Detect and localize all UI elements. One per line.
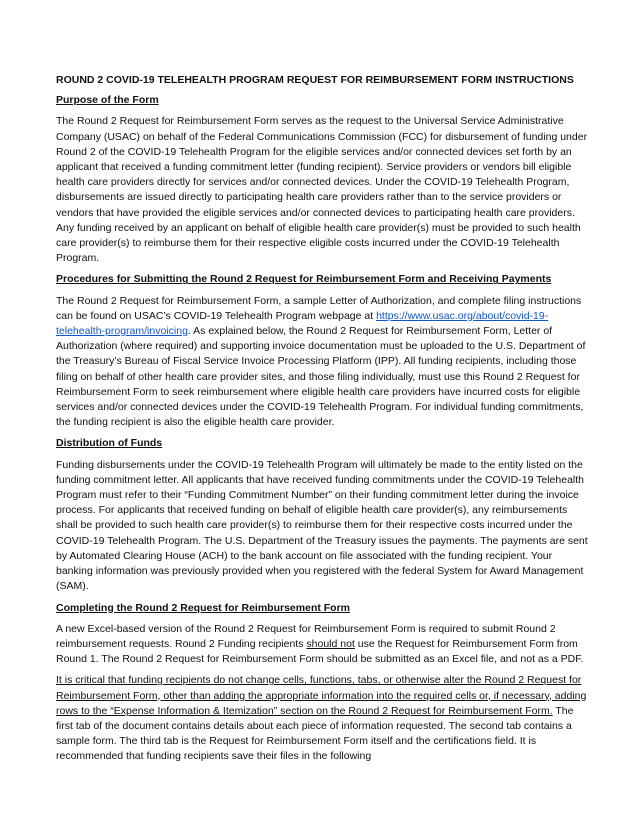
section-heading-procedures: Procedures for Submitting the Round 2 Request for Reimbursement Form and Receiving Payments	[56, 273, 552, 286]
paragraph-purpose: The Round 2 Request for Reimbursement Form serves as the request to the Universal Service Administrative Company (USAC) on behalf of the Federal Communications Commission (FCC) for disbursement of funding under Round 2 of the COVID-19 Telehealth Program for the eligible services and/or connected devices set forth by an applicant that received a funding commitment letter (funding recipient). Service providers or vendors bill eligible health care providers directly for services and/or connected devices. Under the COVID-19 Telehealth Program, disbursements are issued directly to participating health care providers rather than to the service providers or vendors that have provided the eligible services and/or connected devices to participating health care providers. Any funding received by an applicant on behalf of eligible health care provider(s) must be provided to such health care provider(s) to reimburse them for their respective eligible costs incurred under the COVID-19 Telehealth Program.	[56, 115, 588, 265]
should-not-emphasis: should not	[306, 637, 355, 650]
completing-text-before: A new Excel-based version of the Round 2 Request for Reimbursement Form is required to submit Round 2 reimbursement requests. Round 2 Funding recipients	[56, 622, 556, 650]
completing-text-after: use the Request for Reimbursement Form from Round 1. The Round 2 Request for Reimbursement Form should be submitted as an Excel file, and not as a PDF.	[56, 637, 584, 666]
paragraph-procedures	[56, 294, 588, 431]
section-heading-completing: Completing the Round 2 Request for Reimbursement Form	[56, 601, 351, 614]
document-title: ROUND 2 COVID-19 TELEHEALTH PROGRAM REQUEST FOR REIMBURSEMENT FORM INSTRUCTIONS	[56, 74, 574, 86]
paragraph-distribution: Funding disbursements under the COVID-19 Telehealth Program will ultimately be made to the entity listed on the funding commitment letter. All applicants that have received funding commitments under the COVID-19 Telehealth Program must refer to their “Funding Commitment Number” on their funding commitment letter during the invoice process. For applicants that received funding on behalf of eligible health care provider(s), any reimbursements shall be provided to such health care provider(s) to reimburse them for their respective costs incurred under the COVID-19 Telehealth Program. The U.S. Department of the Treasury issues the payments. The payments are sent by Automated Clearing House (ACH) to the bank account on file associated with the funding recipient. Your banking information was previously provided when you registered with the federal System for Award Management (SAM).	[56, 458, 588, 593]
completing-tabs-text: The first tab of the document contains details about each piece of information requested. The second tab contains a sample form. The third tab is the Request for Reimbursement Form itself and the certifications field. It is recommended that funding recipients save their files in the following	[56, 704, 574, 763]
invoicing-webpage-link[interactable]: https://www.usac.org/about/covid-19-telehealth-program/invoicing	[56, 309, 549, 338]
document-page	[56, 73, 588, 771]
paragraph-completing-1	[56, 622, 588, 668]
procedures-text-before-link: The Round 2 Request for Reimbursement Form, a sample Letter of Authorization, and complete filing instructions can be found on USAC’s COVID-19 Telehealth Program webpage at	[56, 294, 582, 322]
critical-warning-text: It is critical that funding recipients do not change cells, functions, tabs, or otherwise alter the Round 2 Request for Reimbursement Form, other than adding the appropriate information into the required cells or, if necessary, adding rows to the “Expense Information & Itemization” section on the Round 2 Request for Reimbursement Form.	[56, 674, 587, 717]
section-heading-distribution: Distribution of Funds	[56, 437, 163, 450]
section-heading-purpose: Purpose of the Form	[56, 94, 159, 107]
procedures-text-after-link: . As explained below, the Round 2 Request for Reimbursement Form, Letter of Authorization (where required) and supporting invoice documentation must be uploaded to the U.S. Department of the Treasury’s Bureau of Fiscal Service Invoice Processing Platform (IPP). All funding recipients, including those filing on behalf of other health care provider sites, and those filing individually, must use this Round 2 Request for Reimbursement Form to seek reimbursement where eligible health care providers have incurred costs for eligible services and/or connected devices under the COVID-19 Telehealth Program. For individual funding commitments, the funding recipient is also the eligible health care provider.	[56, 325, 586, 429]
paragraph-completing-2	[56, 673, 588, 764]
